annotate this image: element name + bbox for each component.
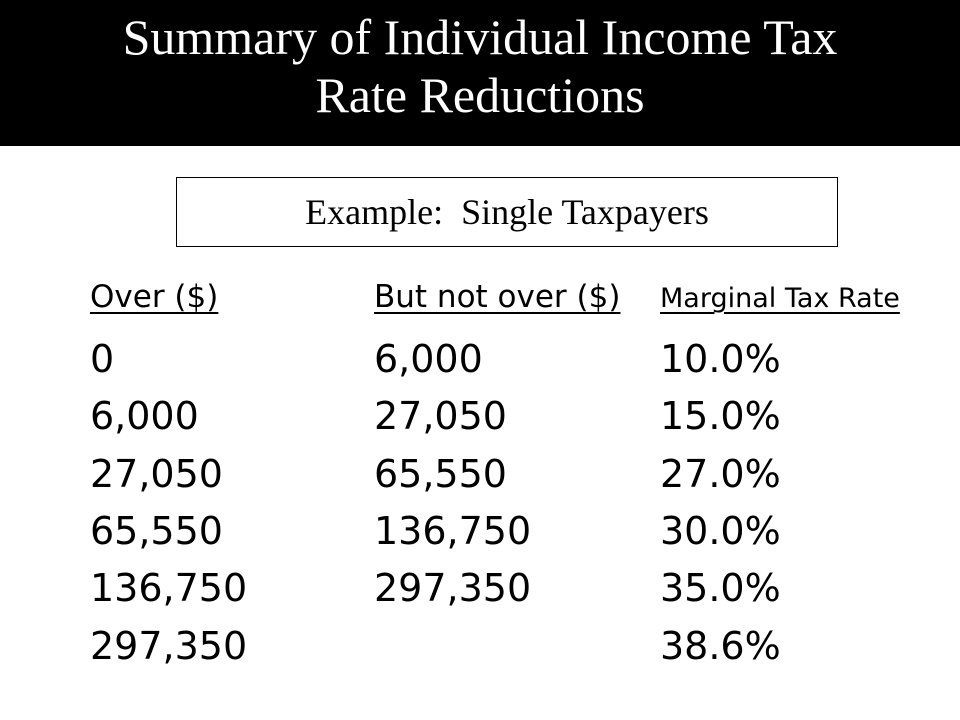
cell-not-over: 27,050: [374, 394, 507, 438]
cell-over: 297,350: [90, 624, 248, 668]
cell-rate: 15.0%: [660, 394, 781, 438]
header-over: Over ($): [90, 279, 219, 315]
cell-not-over: 136,750: [374, 509, 532, 553]
slide-title-line1: Summary of Individual Income Tax: [122, 9, 838, 65]
cell-rate: 35.0%: [660, 566, 781, 610]
cell-over: 136,750: [90, 566, 248, 610]
cell-over: 0: [90, 337, 115, 381]
slide-title-line2: Rate Reductions: [315, 67, 645, 123]
cell-rate: 30.0%: [660, 509, 781, 553]
cell-over: 6,000: [90, 394, 199, 438]
cell-not-over: 6,000: [374, 337, 483, 381]
cell-rate: 10.0%: [660, 337, 781, 381]
header-not-over: But not over ($): [374, 279, 621, 315]
cell-not-over: 297,350: [374, 566, 532, 610]
example-label: Example: Single Taxpayers: [305, 192, 709, 232]
cell-rate: 27.0%: [660, 452, 781, 496]
cell-over: 65,550: [90, 509, 223, 553]
cell-over: 27,050: [90, 452, 223, 496]
cell-rate: 38.6%: [660, 624, 781, 668]
header-rate: Marginal Tax Rate: [660, 283, 900, 314]
cell-not-over: 65,550: [374, 452, 507, 496]
